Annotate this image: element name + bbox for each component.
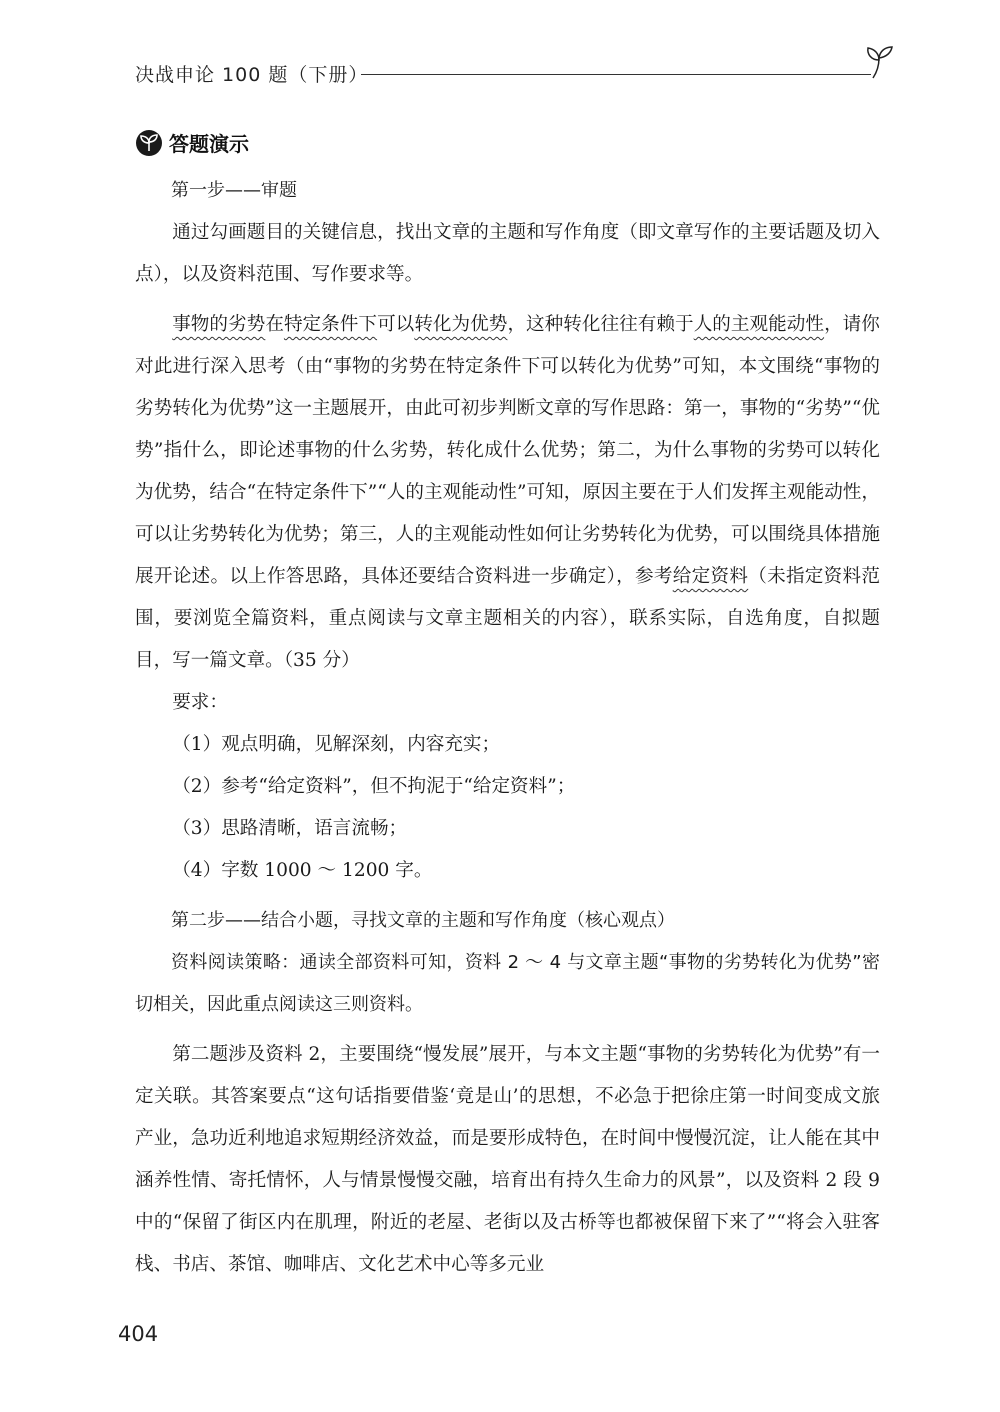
key-phrase: 人的主观能动性 [693,314,825,335]
reading-strategy: 资料阅读策略：通读全部资料可知，资料 2 ～ 4 与文章主题“事物的劣势转化为优势”密切相关，因此重点阅读这三则资料。 [135,952,880,1015]
key-phrase: 特定条件下 [283,314,378,335]
sprout-badge-icon [135,129,163,157]
key-phrase: 给定资料 [672,566,749,587]
question-text: 在 [265,314,284,335]
step-1-title: 第一步——审题 [171,180,297,201]
question-text: （未指定资料范围，要浏览全篇资料，重点阅读与文章主题相关的内容），联系实际，自选角度，自拟题目，写一篇文章。（35 分） [135,566,880,671]
requirement-item: （3）思路清晰，语言流畅； [172,818,408,839]
question-text: ，这种转化往往有赖于 [507,314,694,335]
requirements-label: 要求： [172,692,228,713]
step-1-intro: 通过勾画题目的关键信息，找出文章的主题和写作角度（即文章写作的主要话题及切入点），以及资料范围、写作要求等。 [135,222,880,285]
book-title: 决战申论 100 题（下册） [135,64,369,86]
question-text: 可以 [377,314,415,335]
sprout-icon [859,46,899,80]
page-content [135,170,880,1286]
running-header [135,52,895,92]
header-rule [361,74,871,75]
page-number: 404 [118,1322,159,1346]
key-phrase: 转化为优势 [414,314,508,335]
requirement-item: （2）参考“给定资料”，但不拘泥于“给定资料”； [172,776,576,797]
analysis-paragraph: 第二题涉及资料 2，主要围绕“慢发展”展开，与本文主题“事物的劣势转化为优势”有一定关联。其答案要点“这句话指要借鉴‘竟是山’的思想，不必急于把徐庄第一时间变成文旅产业，急功近利地追求短期经济效益，而是要形成特色，在时间中慢慢沉淀，让人能在其中涵养性情、寄托情怀，人与情景慢慢交融，培育出有持久生命力的风景”，以及资料 2 段 9 中的“保留了街区内在肌理，附近的老屋、老街以及古桥等也都被保留下来了”“将会入驻客栈、书店、茶馆、咖啡店、文化艺术中心等多元业 [135,1044,880,1275]
section-heading [135,128,249,157]
question-paragraph [135,304,880,682]
section-title: 答题演示 [169,132,249,156]
question-text: ，请你对此进行深入思考（由“事物的劣势在特定条件下可以转化为优势”可知，本文围绕“事物的劣势转化为优势”这一主题展开，由此可初步判断文章的写作思路：第一，事物的“劣势”“优势”指什么，即论述事物的什么劣势，转化成什么优势；第二，为什么事物的劣势可以转化为优势，结合“在特定条件下”“人的主观能动性”可知，原因主要在于人们发挥主观能动性，可以让劣势转化为优势；第三，人的主观能动性如何让劣势转化为优势，可以围绕具体措施展开论述。以上作答思路，具体还要结合资料进一步确定），参考 [135,314,880,587]
requirement-item: （4）字数 1000 ～ 1200 字。 [172,860,433,881]
requirement-item: （1）观点明确，见解深刻，内容充实； [172,734,501,755]
step-2-title: 第二步——结合小题，寻找文章的主题和写作角度（核心观点） [171,910,675,931]
key-phrase: 事物的劣势 [172,314,266,335]
